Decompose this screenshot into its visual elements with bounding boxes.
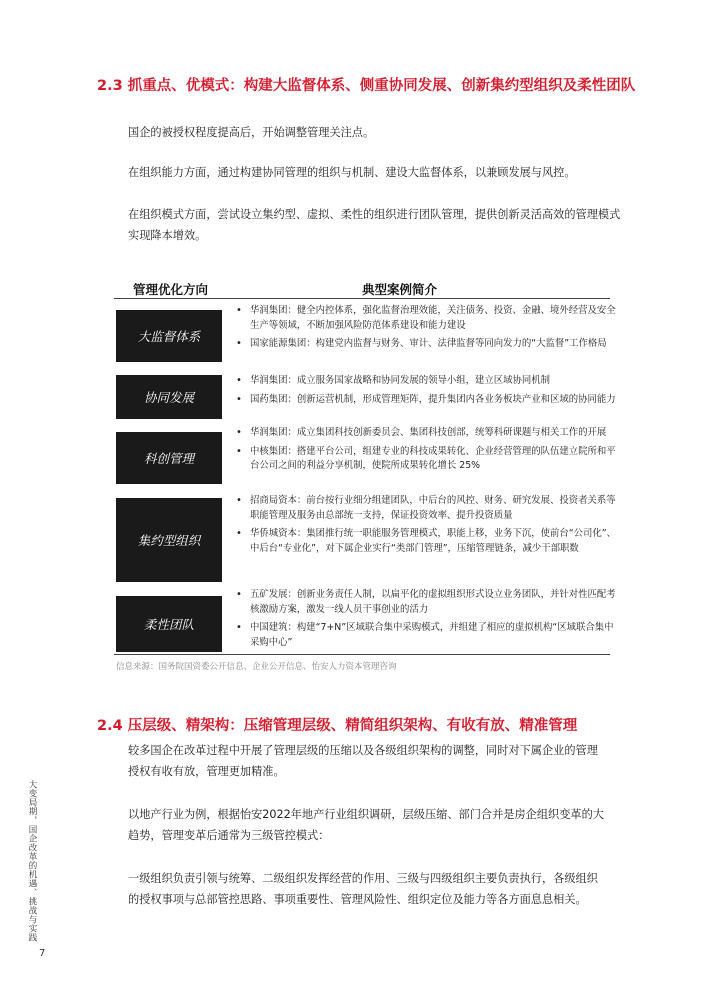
- category-flexible-team: 柔性团队: [116, 596, 222, 652]
- row-collaborative-items: [236, 374, 616, 407]
- page-number: 7: [39, 948, 46, 959]
- list-item: • 中国建筑：构建“7+N”区域联合集中采购模式，并组建了相应的虚拟机构“区域联合集中采购中心”: [236, 621, 616, 650]
- list-item: • 华润集团：成立服务国家战略和协同发展的领导小组，建立区域协同机制: [236, 374, 616, 389]
- category-intensive-organization: 集约型组织: [116, 498, 222, 582]
- section-2-3-para-3: 在组织模式方面，尝试设立集约型、虚拟、柔性的组织进行团队管理，提供创新灵活高效的管理模式实现降本增效。: [128, 208, 621, 242]
- list-item: • 华润集团：成立集团科技创新委员会、集团科技创部，统筹科研课题与相关工作的开展: [236, 426, 616, 441]
- category-big-supervision: 大监督体系: [116, 310, 222, 362]
- row-intensive-items: [236, 494, 616, 556]
- list-item: • 华侨城资本：集团推行统一职能服务管理模式，职能上移，业务下沉，使前台“公司化”、中后台“专业化”，对下属企业实行“类部门管理”，压缩管理链条，减少干部职数: [236, 527, 616, 556]
- category-innovation-management: 科创管理: [116, 432, 222, 484]
- list-item: • 中核集团：搭建平台公司，组建专业的科技成果转化、企业经营管理的队伍建立院所和平台公司之间的利益分享机制，使院所成果转化增长 25%: [236, 445, 616, 474]
- table-header-direction: 管理优化方向: [133, 282, 209, 297]
- section-2-3-para-1: 国企的被授权程度提高后，开始调整管理关注点。: [128, 126, 375, 139]
- table-header-cases: 典型案例简介: [362, 282, 438, 297]
- list-item: • 华润集团：健全内控体系，强化监督治理效能，关注债务、投资、金融、境外经营及安全生产等领域，不断加强风险防范体系建设和能力建设: [236, 304, 616, 333]
- section-2-3-title: 2.3 抓重点、优模式：构建大监督体系、侧重协同发展、创新集约型组织及柔性团队: [97, 78, 636, 94]
- table-bottom-rule: [114, 654, 610, 655]
- list-item: • 国药集团：创新运营机制，形成管理矩阵，提升集团内各业务板块产业和区域的协同能力: [236, 393, 616, 408]
- list-item: • 国家能源集团：构建党内监督与财务、审计、法律监督等同向发力的“大监督”工作格局: [236, 337, 616, 352]
- section-2-4-title: 2.4 压层级、精架构：压缩管理层级、精简组织架构、有收有放、精准管理: [97, 718, 578, 734]
- section-2-4-para-2: 以地产行业为例，根据怡安2022年地产行业组织调研，层级压缩、部门合并是房企组织变革的大趋势，管理变革后通常为三级管控模式：: [128, 808, 604, 842]
- list-item: • 招商局资本：前台按行业细分组建团队，中后台的风控、财务、研究发展、投资者关系等职能管理及服务由总部统一支持，保证投资效率、提升投资质量: [236, 494, 616, 523]
- list-item: • 五矿发展：创新业务责任人制，以扁平化的虚拟组织形式设立业务团队，并针对性匹配考核激励方案，激发一线人员干事创业的活力: [236, 588, 616, 617]
- row-innovation-items: [236, 426, 616, 474]
- section-2-3-para-2: 在组织能力方面，通过构建协同管理的组织与机制、建设大监督体系，以兼顾发展与风控。: [128, 166, 576, 179]
- section-2-4-para-3: 一级组织负责引领与统筹、二级组织发挥经营的作用、三级与四级组织主要负责执行，各级组织的授权事项与总部管控思路、事项重要性、管理风险性、组织定位及能力等各方面息息相关。: [128, 872, 598, 906]
- section-2-4-para-1: 较多国企在改革过程中开展了管理层级的压缩以及各级组织架构的调整，同时对下属企业的管理授权有收有放，管理更加精准。: [128, 744, 598, 778]
- row-big-supervision-items: [236, 304, 616, 352]
- source-note: 信息来源：国务院国资委公开信息、企业公开信息、怡安人力资本管理咨询: [116, 662, 397, 672]
- row-flexible-items: [236, 588, 616, 650]
- category-collaborative-development: 协同发展: [116, 375, 222, 419]
- table-header-rule: [114, 298, 610, 299]
- sidebar-report-title: 大变局期，国企改革的机遇、挑战与实践: [27, 780, 37, 942]
